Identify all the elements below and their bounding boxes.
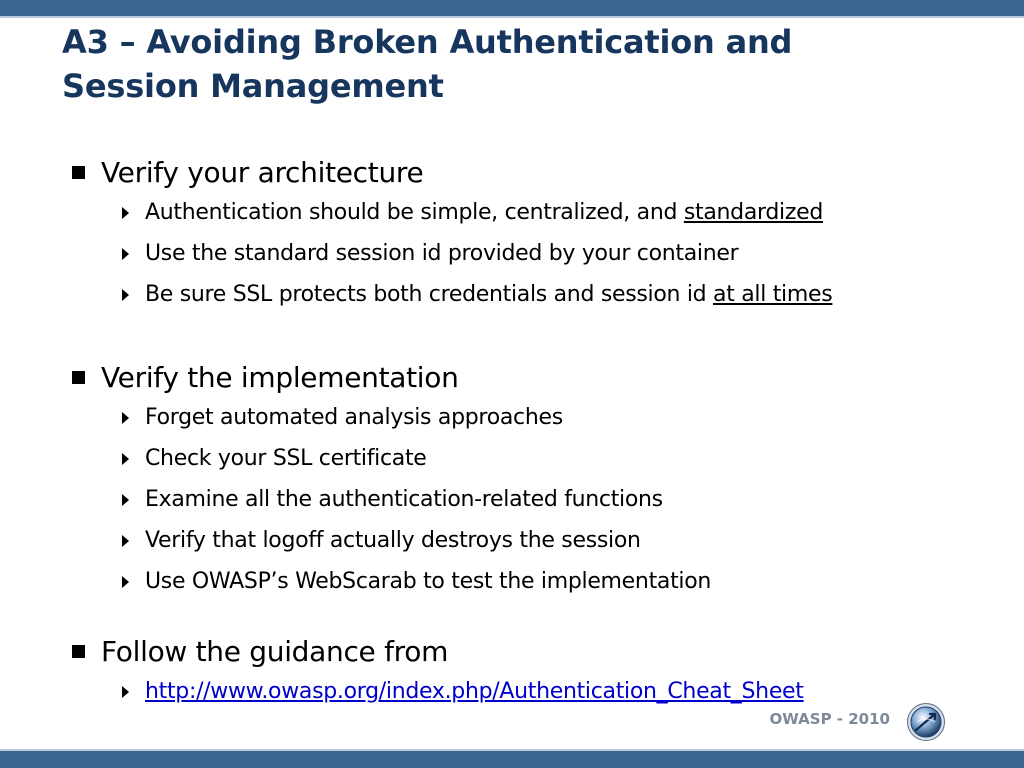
section-verify-architecture: [72, 152, 992, 315]
bullet-heading-text: Verify your architecture: [101, 155, 424, 189]
bottom-banner: [0, 751, 1024, 768]
triangle-bullet-icon: [122, 535, 129, 547]
sub-bullet: [122, 192, 992, 233]
sub-bullet-text: Forget automated analysis approaches: [145, 405, 563, 430]
sub-bullet: [122, 274, 992, 315]
sub-bullet: [122, 520, 992, 561]
square-bullet-icon: [72, 166, 85, 179]
sub-bullet-text: Verify that logoff actually destroys the session: [145, 528, 641, 553]
sub-bullet: [122, 479, 992, 520]
footer-label: OWASP - 2010: [769, 710, 890, 728]
square-bullet-icon: [72, 371, 85, 384]
top-banner-divider: [0, 16, 1024, 18]
cheat-sheet-link[interactable]: http://www.owasp.org/index.php/Authentication_Cheat_Sheet: [145, 679, 804, 704]
section-follow-guidance: [72, 631, 992, 712]
sub-bullet-text: Examine all the authentication-related functions: [145, 487, 663, 512]
sub-bullet-plain-text: Authentication should be simple, centralized, and: [145, 200, 684, 225]
bullet-heading-text: Verify the implementation: [101, 360, 459, 394]
sub-bullet-plain-text: Be sure SSL protects both credentials and session id: [145, 282, 714, 307]
bullet-heading-text: Follow the guidance from: [101, 634, 449, 668]
sub-bullet: [122, 233, 992, 274]
bullet-heading: [72, 152, 992, 192]
slide-title-line-2: Session Management: [62, 67, 444, 105]
triangle-bullet-icon: [122, 412, 129, 424]
top-banner: [0, 0, 1024, 16]
bullet-heading: [72, 357, 992, 397]
sub-bullet-text: Use OWASP’s WebScarab to test the implementation: [145, 569, 712, 594]
triangle-bullet-icon: [122, 576, 129, 588]
sub-bullet-text: [145, 200, 823, 225]
triangle-bullet-icon: [122, 289, 129, 301]
owasp-globe-logo-icon: [906, 702, 946, 742]
underlined-emphasis: at all times: [713, 282, 833, 307]
sub-bullet: [122, 671, 992, 712]
slide-title-line-1: A3 – Avoiding Broken Authentication and: [62, 23, 793, 61]
underlined-emphasis: standardized: [683, 200, 823, 225]
sub-bullet-text: [145, 282, 832, 307]
triangle-bullet-icon: [122, 207, 129, 219]
sub-bullet-text: Use the standard session id provided by your container: [145, 241, 739, 266]
square-bullet-icon: [72, 645, 85, 658]
sub-bullet: [122, 397, 992, 438]
slide-title: [62, 20, 962, 108]
triangle-bullet-icon: [122, 453, 129, 465]
triangle-bullet-icon: [122, 686, 129, 698]
triangle-bullet-icon: [122, 248, 129, 260]
bullet-heading: [72, 631, 992, 671]
section-verify-implementation: [72, 357, 992, 602]
triangle-bullet-icon: [122, 494, 129, 506]
sub-bullet-text: Check your SSL certificate: [145, 446, 427, 471]
sub-bullet: [122, 561, 992, 602]
sub-bullet: [122, 438, 992, 479]
